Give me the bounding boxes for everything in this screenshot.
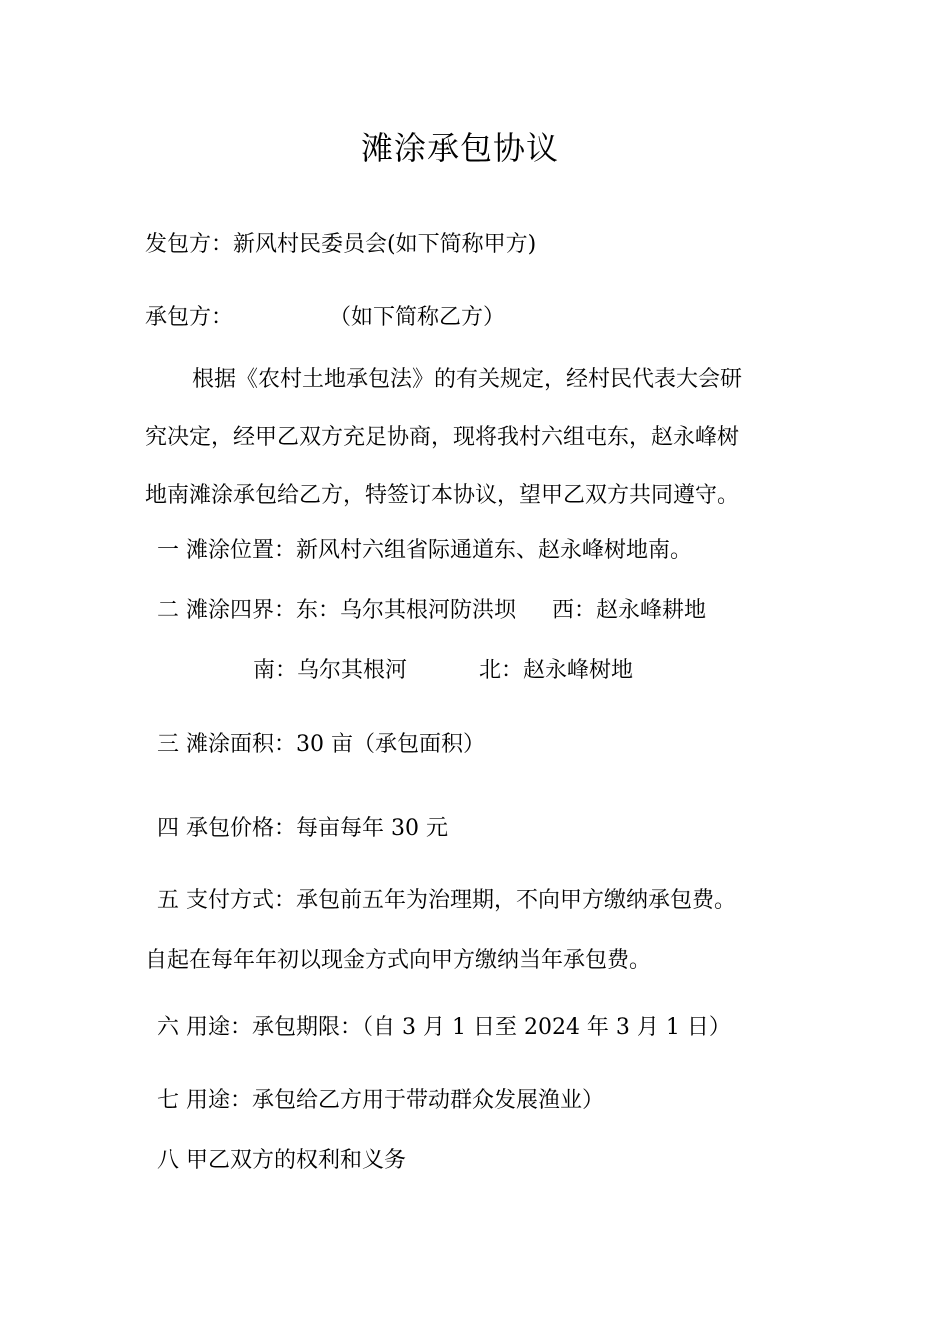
contractor-line bbox=[145, 303, 505, 333]
boundary-south: 南：乌尔其根河 bbox=[253, 658, 408, 683]
contractor-label: 承包方： bbox=[145, 305, 234, 330]
clause-3-area: 三 滩涂面积：30 亩（承包面积） bbox=[157, 732, 485, 757]
boundary-east: 东：乌尔其根河防洪坝 bbox=[296, 598, 517, 623]
boundary-north: 北：赵永峰树地 bbox=[479, 658, 634, 683]
clause-2-prefix: 二 滩涂四界： bbox=[157, 598, 296, 623]
clause-5-payment-line-2: 自起在每年年初以现金方式向甲方缴纳当年承包费。 bbox=[145, 948, 652, 973]
clause-2-boundaries-continued bbox=[253, 656, 633, 686]
clause-1-location: 一 滩涂位置：新风村六组省际通道东、赵永峰树地南。 bbox=[157, 538, 692, 563]
clause-8-rights: 八 甲乙双方的权利和义务 bbox=[157, 1148, 406, 1173]
preamble-line-2: 究决定，经甲乙双方充足协商，现将我村六组屯东，赵永峰树 bbox=[145, 425, 740, 450]
boundary-west: 西：赵永峰耕地 bbox=[552, 598, 707, 623]
clause-2-boundaries bbox=[157, 596, 706, 626]
clause-4-price: 四 承包价格：每亩每年 30 元 bbox=[157, 816, 448, 841]
preamble-line-3: 地南滩涂承包给乙方，特签订本协议，望甲乙双方共同遵守。 bbox=[145, 483, 740, 508]
contractor-note: （如下简称乙方） bbox=[329, 305, 506, 330]
document-title: 滩涂承包协议 bbox=[360, 129, 559, 167]
preamble-line-1: 根据《农村土地承包法》的有关规定，经村民代表大会研 bbox=[192, 367, 743, 392]
clause-6-term: 六 用途：承包期限：（自 3 月 1 日至 2024 年 3 月 1 日） bbox=[157, 1015, 731, 1040]
issuer-line: 发包方：新风村民委员会(如下简称甲方) bbox=[145, 232, 537, 257]
clause-5-payment-line-1: 五 支付方式：承包前五年为治理期，不向甲方缴纳承包费。 bbox=[157, 888, 736, 913]
clause-7-purpose: 七 用途：承包给乙方用于带动群众发展渔业） bbox=[157, 1088, 604, 1113]
